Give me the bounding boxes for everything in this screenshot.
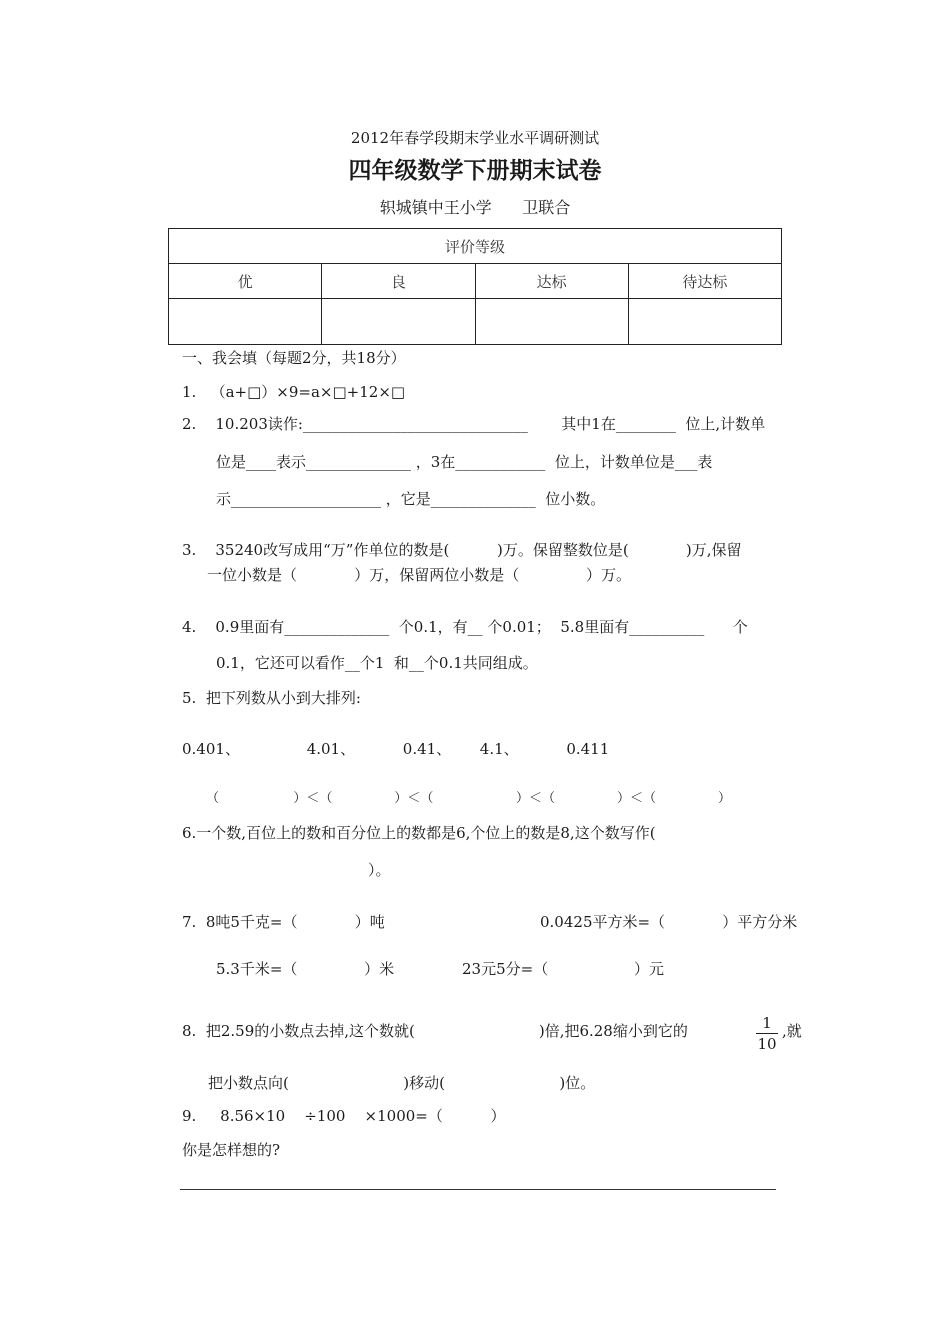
grade-cell-excellent[interactable] <box>169 299 322 345</box>
grade-cell-needs-work[interactable] <box>628 299 781 345</box>
question-1: 1. （a+□）×9=a×□+12×□ <box>182 383 406 401</box>
question-5: 5. 把下列数从小到大排列: <box>182 689 361 707</box>
question-4-line-1: 4. 0.9里面有______________ 个0.1，有__ 个0.01； 5.8里面有__________ 个 <box>182 618 748 636</box>
grade-cell-good[interactable] <box>322 299 475 345</box>
grade-col-excellent: 优 <box>169 264 322 299</box>
exam-subtitle: 2012年春学段期末学业水平调研测试 <box>350 129 600 147</box>
question-2-line-1: 2. 10.203读作:______________________________ 其中1在________ 位上,计数单 <box>182 415 766 433</box>
answer-line[interactable] <box>180 1189 776 1190</box>
question-8-line-1-end: ,就 <box>782 1022 802 1040</box>
question-6-line-1: 6.一个数,百位上的数和百分位上的数都是6,个位上的数是8,这个数写作( <box>182 824 656 842</box>
question-7-line-2a: 5.3千米=（ ）米 <box>216 960 395 978</box>
question-4-line-2: 0.1，它还可以看作__个1 和__个0.1共同组成。 <box>216 654 538 672</box>
question-8-line-1: 8. 把2.59的小数点去掉,这个数就( )倍,把6.28缩小到它的 <box>182 1022 688 1040</box>
grade-col-needs-work: 待达标 <box>628 264 781 299</box>
fraction-bar <box>756 1033 778 1034</box>
question-2-line-2: 位是____表示______________ ，3在____________ 位上，计数单位是___表 <box>216 453 713 471</box>
exam-author: 轵城镇中王小学 卫联合 <box>379 198 571 217</box>
grade-col-good: 良 <box>322 264 475 299</box>
grade-col-pass: 达标 <box>475 264 628 299</box>
section-heading: 一、我会填（每题2分，共18分） <box>182 349 406 367</box>
grade-table-caption: 评价等级 <box>169 229 782 264</box>
fraction-one-tenth <box>754 1014 780 1053</box>
question-7-line-1b: 0.0425平方米=（ ）平方分米 <box>540 913 798 931</box>
question-7-line-1a: 7. 8吨5千克=（ ）吨 <box>182 913 385 931</box>
question-9-prompt: 你是怎样想的? <box>182 1141 281 1159</box>
question-6-line-2: ）。 <box>368 861 391 879</box>
question-2-line-3: 示____________________ ，它是______________ 位小数。 <box>216 490 606 508</box>
question-3-line-1: 3. 35240改写成用“万”作单位的数是( )万。保留整数位是( )万,保留 <box>182 541 742 559</box>
question-7-line-2b: 23元5分=（ ）元 <box>462 960 665 978</box>
grade-table <box>168 228 782 345</box>
grade-cell-pass[interactable] <box>475 299 628 345</box>
exam-title: 四年级数学下册期末试卷 <box>348 158 602 184</box>
question-9: 9. 8.56×10 ÷100 ×1000=（ ） <box>182 1107 506 1125</box>
fraction-denominator: 10 <box>757 1035 777 1053</box>
question-5-blanks: （ ）＜（ ）＜（ ）＜（ ）＜（ ） <box>206 791 731 806</box>
question-5-numbers: 0.401、 4.01、 0.41、 4.1、 0.411 <box>182 740 610 758</box>
fraction-numerator: 1 <box>762 1014 772 1032</box>
question-8-line-2: 把小数点向( )移动( )位。 <box>208 1074 596 1092</box>
question-3-line-2: 一位小数是（ ）万，保留两位小数是（ ）万。 <box>207 566 631 584</box>
